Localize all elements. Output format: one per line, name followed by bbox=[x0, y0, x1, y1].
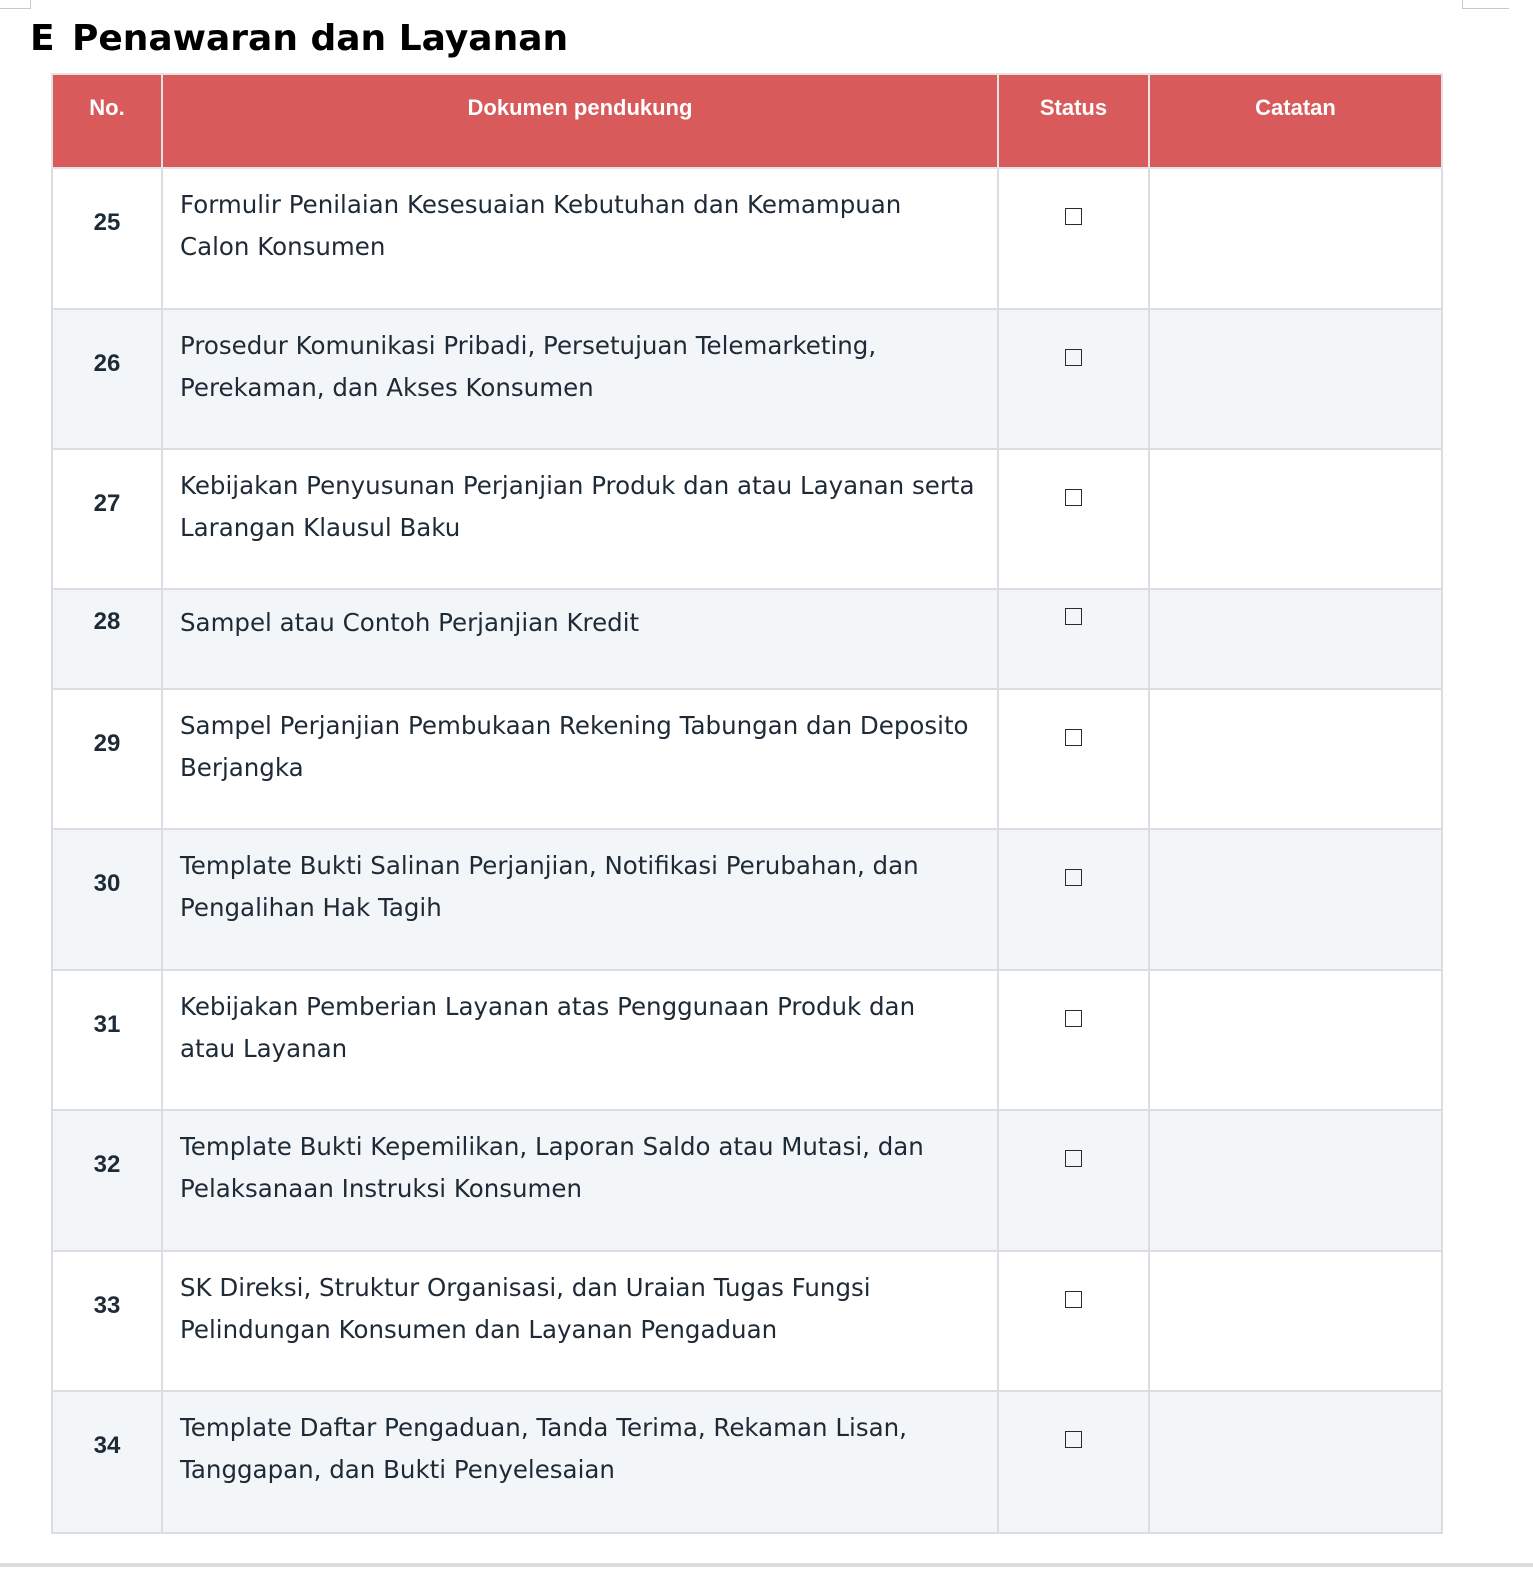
document-name: Sampel Perjanjian Pembukaan Rekening Tabungan dan Deposito Berjangka bbox=[162, 689, 998, 829]
status-checkbox-icon[interactable] bbox=[1065, 1431, 1082, 1448]
document-name: Sampel atau Contoh Perjanjian Kredit bbox=[162, 589, 998, 689]
section-title: Penawaran dan Layanan bbox=[72, 17, 569, 59]
notes-cell[interactable] bbox=[1149, 1391, 1442, 1533]
notes-cell[interactable] bbox=[1149, 309, 1442, 449]
row-number: 25 bbox=[52, 168, 162, 309]
status-checkbox-icon[interactable] bbox=[1065, 208, 1082, 225]
section-heading bbox=[30, 12, 568, 64]
notes-cell[interactable] bbox=[1149, 970, 1442, 1110]
document-name: Kebijakan Penyusunan Perjanjian Produk dan atau Layanan serta Larangan Klausul Baku bbox=[162, 449, 998, 589]
column-header-status: Status bbox=[998, 74, 1149, 168]
document-name: Template Bukti Kepemilikan, Laporan Saldo atau Mutasi, dan Pelaksanaan Instruksi Konsumen bbox=[162, 1110, 998, 1251]
row-number: 31 bbox=[52, 970, 162, 1110]
column-header-notes: Catatan bbox=[1149, 74, 1442, 168]
section-letter: E bbox=[30, 17, 55, 59]
status-cell bbox=[998, 449, 1149, 589]
table-row bbox=[52, 829, 1442, 970]
document-name: Prosedur Komunikasi Pribadi, Persetujuan Telemarketing, Perekaman, dan Akses Konsumen bbox=[162, 309, 998, 449]
table-row bbox=[52, 970, 1442, 1110]
row-number: 28 bbox=[52, 589, 162, 689]
row-number: 34 bbox=[52, 1391, 162, 1533]
document-name: SK Direksi, Struktur Organisasi, dan Uraian Tugas Fungsi Pelindungan Konsumen dan Layanan Pengaduan bbox=[162, 1251, 998, 1391]
table-row bbox=[52, 1110, 1442, 1251]
document-name: Template Bukti Salinan Perjanjian, Notifikasi Perubahan, dan Pengalihan Hak Tagih bbox=[162, 829, 998, 970]
table-row bbox=[52, 689, 1442, 829]
status-cell bbox=[998, 1251, 1149, 1391]
notes-cell[interactable] bbox=[1149, 168, 1442, 309]
status-cell bbox=[998, 168, 1149, 309]
table-row bbox=[52, 1391, 1442, 1533]
status-checkbox-icon[interactable] bbox=[1065, 1291, 1082, 1308]
status-cell bbox=[998, 589, 1149, 689]
notes-cell[interactable] bbox=[1149, 1251, 1442, 1391]
table-row bbox=[52, 309, 1442, 449]
row-number: 27 bbox=[52, 449, 162, 589]
table-row bbox=[52, 168, 1442, 309]
status-checkbox-icon[interactable] bbox=[1065, 489, 1082, 506]
notes-cell[interactable] bbox=[1149, 589, 1442, 689]
status-checkbox-icon[interactable] bbox=[1065, 869, 1082, 886]
status-cell bbox=[998, 1110, 1149, 1251]
status-checkbox-icon[interactable] bbox=[1065, 1150, 1082, 1167]
status-cell bbox=[998, 309, 1149, 449]
status-checkbox-icon[interactable] bbox=[1065, 729, 1082, 746]
row-number: 26 bbox=[52, 309, 162, 449]
row-number: 30 bbox=[52, 829, 162, 970]
notes-cell[interactable] bbox=[1149, 829, 1442, 970]
crop-mark-right bbox=[1462, 0, 1509, 9]
table-body bbox=[52, 168, 1442, 1533]
document-name: Template Daftar Pengaduan, Tanda Terima, Rekaman Lisan, Tanggapan, dan Bukti Penyelesaian bbox=[162, 1391, 998, 1533]
table-header-row bbox=[52, 74, 1442, 168]
status-checkbox-icon[interactable] bbox=[1065, 608, 1082, 625]
status-cell bbox=[998, 829, 1149, 970]
document-name: Formulir Penilaian Kesesuaian Kebutuhan dan Kemampuan Calon Konsumen bbox=[162, 168, 998, 309]
page-bottom-divider bbox=[0, 1563, 1533, 1567]
crop-mark-left bbox=[0, 0, 31, 9]
notes-cell[interactable] bbox=[1149, 689, 1442, 829]
row-number: 29 bbox=[52, 689, 162, 829]
document-name: Kebijakan Pemberian Layanan atas Penggunaan Produk dan atau Layanan bbox=[162, 970, 998, 1110]
status-checkbox-icon[interactable] bbox=[1065, 1010, 1082, 1027]
row-number: 32 bbox=[52, 1110, 162, 1251]
status-cell bbox=[998, 1391, 1149, 1533]
column-header-document: Dokumen pendukung bbox=[162, 74, 998, 168]
table-row bbox=[52, 1251, 1442, 1391]
column-header-no: No. bbox=[52, 74, 162, 168]
document-checklist-table bbox=[51, 73, 1443, 1534]
table-row bbox=[52, 449, 1442, 589]
row-number: 33 bbox=[52, 1251, 162, 1391]
notes-cell[interactable] bbox=[1149, 1110, 1442, 1251]
table-row bbox=[52, 589, 1442, 689]
status-cell bbox=[998, 970, 1149, 1110]
notes-cell[interactable] bbox=[1149, 449, 1442, 589]
status-cell bbox=[998, 689, 1149, 829]
status-checkbox-icon[interactable] bbox=[1065, 349, 1082, 366]
